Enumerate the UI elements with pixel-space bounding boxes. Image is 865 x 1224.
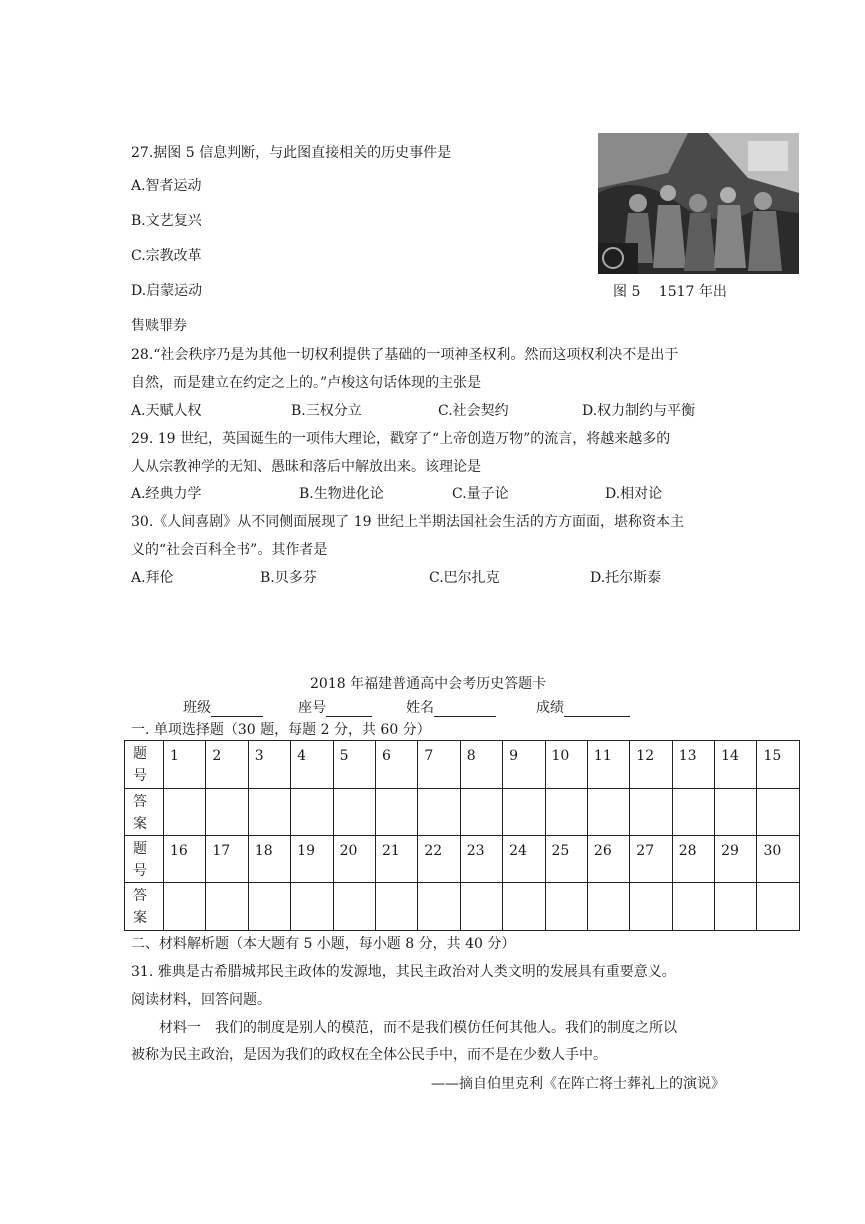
number-row-1 bbox=[125, 741, 800, 789]
question-number: 2 bbox=[206, 741, 248, 789]
answer-cell[interactable] bbox=[630, 883, 672, 931]
q30-option-d: D.托尔斯泰 bbox=[590, 570, 662, 586]
question-number: 21 bbox=[375, 836, 417, 883]
field-seat: 座号 bbox=[298, 699, 372, 717]
answer-cell[interactable] bbox=[757, 789, 800, 836]
answer-row-1 bbox=[125, 789, 800, 836]
answer-cell[interactable] bbox=[503, 883, 545, 931]
field-name: 姓名 bbox=[406, 699, 496, 717]
question-number: 1 bbox=[164, 741, 206, 789]
answer-cell[interactable] bbox=[375, 883, 417, 931]
row-label-answer: 答 案 bbox=[125, 883, 164, 931]
answer-cell[interactable] bbox=[545, 789, 587, 836]
question-number: 5 bbox=[333, 741, 375, 789]
figure-5-engraving bbox=[598, 133, 799, 274]
q29-stem-line2: 人从宗教神学的无知、愚昧和落后中解放出来。该理论是 bbox=[131, 459, 481, 475]
question-number: 24 bbox=[503, 836, 545, 883]
q31-stem-line2: 阅读材料，回答问题。 bbox=[131, 992, 271, 1008]
q29-option-d: D.相对论 bbox=[605, 486, 663, 502]
q31-stem-line1: 31. 雅典是古希腊城邦民主政体的发源地，其民主政治对人类文明的发展具有重要意义。 bbox=[131, 964, 676, 980]
q27-option-b: B.文艺复兴 bbox=[131, 213, 202, 229]
answer-cell[interactable] bbox=[291, 789, 333, 836]
answer-cell[interactable] bbox=[248, 789, 290, 836]
question-number: 29 bbox=[715, 836, 757, 883]
answer-cell[interactable] bbox=[587, 789, 629, 836]
question-number: 15 bbox=[757, 741, 800, 789]
answer-cell[interactable] bbox=[545, 883, 587, 931]
answer-card-title: 2018 年福建普通高中会考历史答题卡 bbox=[310, 676, 547, 692]
question-number: 10 bbox=[545, 741, 587, 789]
field-score: 成绩 bbox=[536, 699, 630, 717]
question-number: 16 bbox=[164, 836, 206, 883]
answer-cell[interactable] bbox=[418, 883, 460, 931]
answer-cell[interactable] bbox=[672, 883, 714, 931]
q31-material1-line2: 被称为民主政治，是因为我们的政权在全体公民手中，而不是在少数人手中。 bbox=[131, 1047, 607, 1063]
question-number: 13 bbox=[672, 741, 714, 789]
figure-5-caption-wrap: 售赎罪券 bbox=[131, 318, 187, 334]
field-class: 班级 bbox=[183, 699, 263, 717]
section-1-heading: 一. 单项选择题（30 题，每题 2 分，共 60 分） bbox=[131, 722, 431, 738]
q29-option-b: B.生物进化论 bbox=[299, 486, 384, 502]
answer-cell[interactable] bbox=[757, 883, 800, 931]
question-number: 30 bbox=[757, 836, 800, 883]
question-number: 27 bbox=[630, 836, 672, 883]
question-number: 12 bbox=[630, 741, 672, 789]
question-number: 8 bbox=[460, 741, 502, 789]
question-number: 9 bbox=[503, 741, 545, 789]
answer-cell[interactable] bbox=[164, 789, 206, 836]
question-number: 22 bbox=[418, 836, 460, 883]
question-number: 4 bbox=[291, 741, 333, 789]
answer-cell[interactable] bbox=[503, 789, 545, 836]
q28-stem-line1: 28.“社会秩序乃是为其他一切权利提供了基础的一项神圣权利。然而这项权利决不是出于 bbox=[131, 347, 679, 363]
answer-cell[interactable] bbox=[460, 789, 502, 836]
q28-option-d: D.权力制约与平衡 bbox=[582, 403, 696, 419]
answer-cell[interactable] bbox=[291, 883, 333, 931]
question-number: 17 bbox=[206, 836, 248, 883]
question-number: 3 bbox=[248, 741, 290, 789]
engraving-illustration bbox=[598, 133, 799, 274]
row-label-answer: 答 案 bbox=[125, 789, 164, 836]
answer-cell[interactable] bbox=[333, 883, 375, 931]
q30-option-c: C.巴尔扎克 bbox=[429, 570, 500, 586]
answer-cell[interactable] bbox=[460, 883, 502, 931]
question-number: 26 bbox=[587, 836, 629, 883]
q29-option-c: C.量子论 bbox=[452, 486, 509, 502]
answer-cell[interactable] bbox=[206, 789, 248, 836]
answer-cell[interactable] bbox=[587, 883, 629, 931]
answer-row-2 bbox=[125, 883, 800, 931]
answer-cell[interactable] bbox=[333, 789, 375, 836]
q27-option-d: D.启蒙运动 bbox=[131, 283, 203, 299]
answer-cell[interactable] bbox=[715, 883, 757, 931]
section-2-heading: 二、材料解析题（本大题有 5 小题，每小题 8 分，共 40 分） bbox=[131, 936, 516, 952]
question-number: 18 bbox=[248, 836, 290, 883]
answer-cell[interactable] bbox=[248, 883, 290, 931]
answer-grid bbox=[124, 740, 800, 931]
q30-stem-line2: 义的“社会百科全书”。其作者是 bbox=[131, 542, 328, 558]
question-number: 11 bbox=[587, 741, 629, 789]
question-number: 7 bbox=[418, 741, 460, 789]
question-number: 23 bbox=[460, 836, 502, 883]
q30-option-b: B.贝多芬 bbox=[260, 570, 317, 586]
question-number: 20 bbox=[333, 836, 375, 883]
question-number: 14 bbox=[715, 741, 757, 789]
answer-cell[interactable] bbox=[206, 883, 248, 931]
answer-cell[interactable] bbox=[164, 883, 206, 931]
row-label-number: 题 号 bbox=[125, 741, 164, 789]
q27-option-c: C.宗教改革 bbox=[131, 248, 202, 264]
q30-stem-line1: 30.《人间喜剧》从不同侧面展现了 19 世纪上半期法国社会生活的方方面面，堪称资本主 bbox=[131, 514, 684, 530]
answer-cell[interactable] bbox=[630, 789, 672, 836]
question-number: 6 bbox=[375, 741, 417, 789]
q28-option-a: A.天赋人权 bbox=[131, 403, 202, 419]
q28-stem-line2: 自然，而是建立在约定之上的。”卢梭这句话体现的主张是 bbox=[131, 375, 482, 391]
q31-material1-line1: 材料一 我们的制度是别人的模范，而不是我们模仿任何其他人。我们的制度之所以 bbox=[159, 1020, 677, 1036]
number-row-2 bbox=[125, 836, 800, 883]
q29-stem-line1: 29. 19 世纪，英国诞生的一项伟大理论，戳穿了“上帝创造万物”的流言，将越来越多的 bbox=[131, 431, 671, 447]
answer-cell[interactable] bbox=[418, 789, 460, 836]
answer-cell[interactable] bbox=[715, 789, 757, 836]
q27-option-a: A.智者运动 bbox=[131, 178, 202, 194]
answer-cell[interactable] bbox=[375, 789, 417, 836]
q29-option-a: A.经典力学 bbox=[131, 486, 202, 502]
question-number: 19 bbox=[291, 836, 333, 883]
q31-source: ——摘自伯里克利《在阵亡将士葬礼上的演说》 bbox=[431, 1076, 725, 1092]
q27-stem: 27.据图 5 信息判断，与此图直接相关的历史事件是 bbox=[131, 145, 452, 161]
q28-option-c: C.社会契约 bbox=[438, 403, 509, 419]
row-label-number: 题 号 bbox=[125, 836, 164, 883]
question-number: 25 bbox=[545, 836, 587, 883]
q28-option-b: B.三权分立 bbox=[291, 403, 362, 419]
answer-cell[interactable] bbox=[672, 789, 714, 836]
question-number: 28 bbox=[672, 836, 714, 883]
q30-option-a: A.拜伦 bbox=[131, 570, 174, 586]
figure-5-caption: 图 5 1517 年出 bbox=[613, 284, 727, 300]
